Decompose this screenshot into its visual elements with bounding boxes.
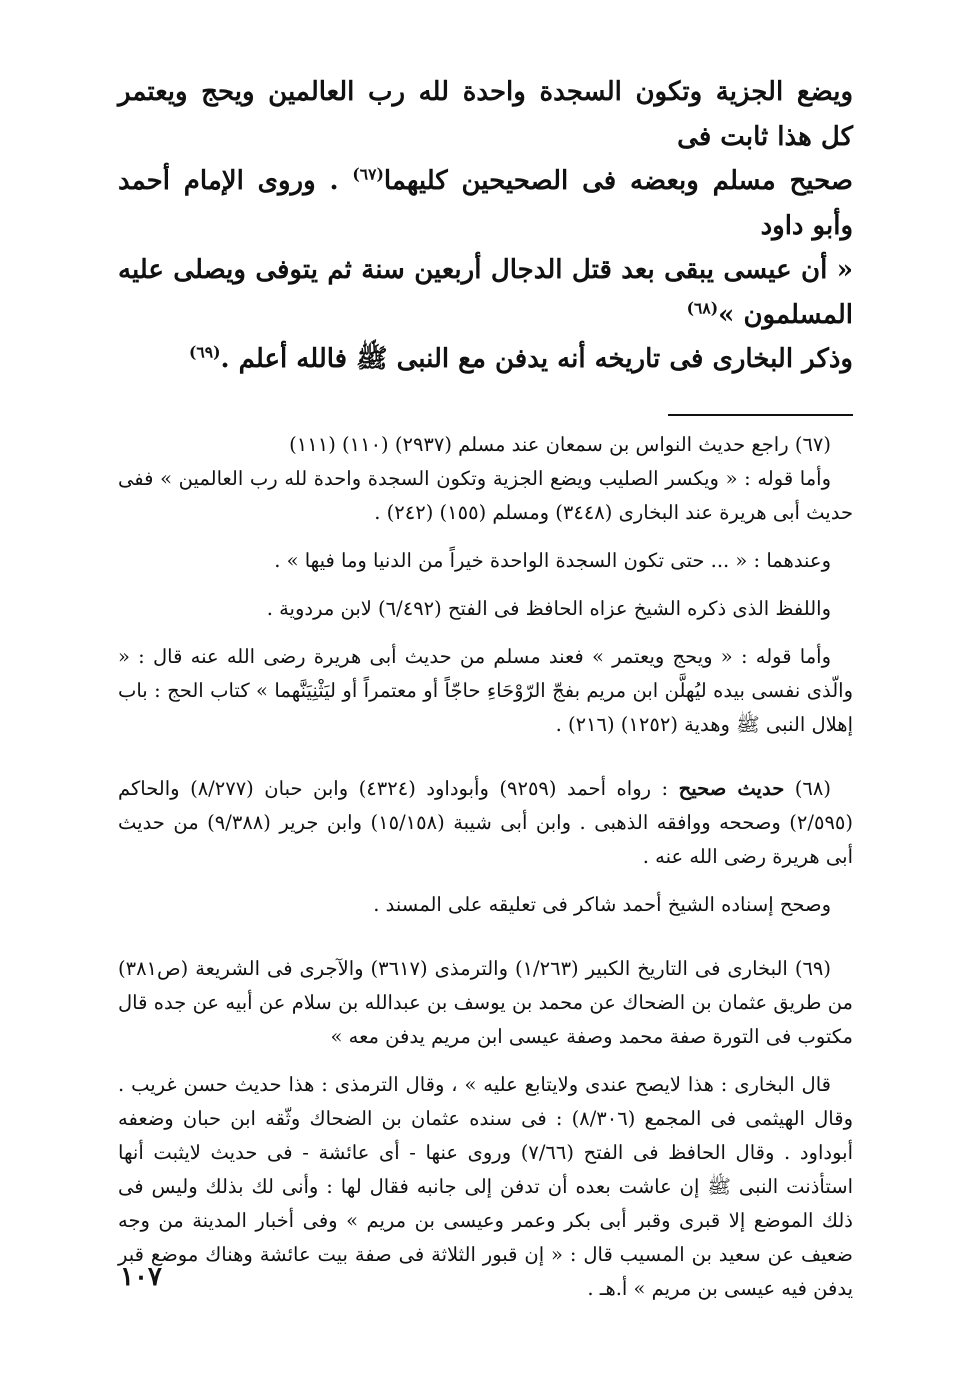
footnote-67-para-5: وأما قوله : « ويحج ويعتمر » فعند مسلم من حديث أبى هريرة رضى الله عنه قال : « والّذى نفسى بيده ليُهلَّن ابن مريم بفجّ الرّوْحَاءِ حاجّاً أو معتمراً أو ليَثْنِيَنَّهما » كتاب الحج : باب إهلال النبى ﷺ وهدية (١٢٥٢) (٢١٦) .: [118, 644, 853, 736]
main-line-2: [118, 159, 853, 248]
main-text: [118, 70, 853, 382]
main-line-1: ويضع الجزية وتكون السجدة واحدة لله رب العالمين ويحج ويعتمر كل هذا ثابت فى: [118, 77, 853, 152]
footnote-67-para-4: واللفظ الذى ذكره الشيخ عزاه الحافظ فى الفتح (٦/٤٩٢) لابن مردوية .: [266, 596, 831, 620]
footnote-separator: [668, 414, 853, 416]
footnote-ref-67[interactable]: (٦٧): [352, 164, 384, 184]
footnote-68-label: حديث صحيح: [678, 776, 785, 800]
footnotes: [118, 428, 853, 1306]
page-body: [118, 70, 853, 1306]
main-line-4-text: وذكر البخارى فى تاريخه أنه يدفن مع النبى ﷺ فالله أعلم .: [220, 344, 853, 374]
footnote-68-text: : رواه أحمد (٩٢٥٩) وأبوداود (٤٣٢٤) وابن حبان (٨/٢٧٧) والحاكم (٢/٥٩٥) وصححه ووافقه الذهبى . وابن أبى شيبة (١٥/١٥٨) وابن جرير (٩/٣٨٨) من حديث أبى هريرة رضى الله عنه .: [118, 776, 853, 868]
footnote-67-line-1: (٦٧) راجع حديث النواس بن سمعان عند مسلم (٢٩٣٧) (١١٠) (١١١): [289, 432, 831, 456]
footnote-67-para-3: وعندهما : « ... حتى تكون السجدة الواحدة خيراً من الدنيا وما فيها » .: [274, 548, 831, 572]
main-line-2-b: . وروى الإمام أحمد وأبو داود: [118, 166, 853, 241]
page-number: ١٠٧: [120, 1262, 162, 1292]
footnote-68-para-2: وصحح إسناده الشيخ أحمد شاكر فى تعليقه على المسند .: [373, 892, 831, 916]
footnote-69-para-1: (٦٩) البخارى فى التاريخ الكبير (١/٢٦٣) والترمذى (٣٦١٧) والآجرى فى الشريعة (ص٣٨١) من طريق عثمان بن الضحاك عن محمد بن يوسف بن عبدالله بن سلام عن أبيه عن جده قال مكتوب فى التورة صفة محمد وصفة عيسى ابن مريم يدفن معه »: [118, 956, 853, 1048]
main-line-3-text: « أن عيسى يبقى بعد قتل الدجال أربعين سنة ثم يتوفى ويصلى عليه المسلمون »: [118, 255, 853, 330]
footnote-69-para-2: قال البخارى : هذا لايصح عندى ولايتابع عليه » ، وقال الترمذى : هذا حديث حسن غريب . وقال الهيثمى فى المجمع (٨/٣٠٦) : فى سنده عثمان بن الضحاك وثّقه ابن حبان وضعفه أبوداود . وقال الحافظ فى الفتح (٧/٦٦) وروى عنها - أى عائشة - فى حديث لايثبت أنها استأذنت النبى ﷺ إن عاشت بعده أن تدفن إلى جانبه فقال لها : وأنى لك بذلك وليس فى ذلك الموضع إلا قبرى وقبر أبى بكر وعمر وعيسى بن مريم » وفى أخبار المدينة من وجه ضعيف عن سعيد بن المسيب قال : « إن قبور الثلاثة فى صفة بيت عائشة وهناك موضع قبر يدفن فيه عيسى بن مريم » أ.هـ .: [118, 1072, 853, 1300]
footnote-67-para-2: وأما قوله : « ويكسر الصليب ويضع الجزية وتكون السجدة واحدة لله رب العالمين » ففى حديث أبى هريرة عند البخارى (٣٤٤٨) ومسلم (١٥٥) (٢٤٢) .: [118, 466, 853, 524]
footnote-ref-68[interactable]: (٦٨): [686, 297, 719, 317]
main-line-4: [118, 337, 853, 382]
footnote-ref-69[interactable]: (٦٩): [188, 342, 221, 362]
main-line-2-a: صحيح مسلم وبعضه فى الصحيحين كليهما: [383, 166, 853, 196]
footnote-68-number: (٦٨): [794, 776, 831, 800]
main-line-3: [118, 248, 853, 337]
footnote-68-para-1: [118, 772, 853, 874]
